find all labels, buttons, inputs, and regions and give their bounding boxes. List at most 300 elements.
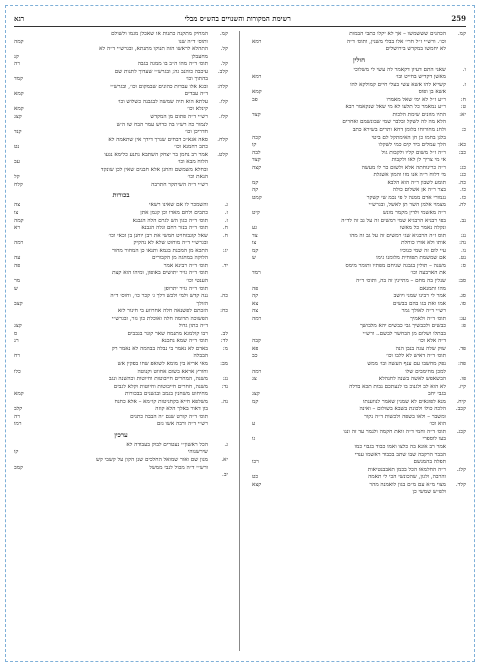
entry-row xyxy=(252,286,466,294)
entry-text: וכו׳. ורש״י ז״ל חרי׳ אלו בבלי משנין, ותוס׳ ד״ה xyxy=(346,38,446,45)
entry-row xyxy=(14,240,228,248)
entry-reference xyxy=(14,472,38,480)
left-column xyxy=(14,31,228,651)
entry-row xyxy=(252,391,466,399)
entry-row xyxy=(252,112,466,120)
entry-reference: צה xyxy=(252,308,259,315)
entry-text: הבבר הרקבה שבו שתב בכבוד ראשמו ענדי xyxy=(354,451,446,458)
entry-text: אמו ואת בגו בהם בבשים xyxy=(392,300,446,307)
entry-reference xyxy=(14,384,38,392)
entry-folio xyxy=(446,421,466,429)
entry-folio: כג: xyxy=(459,172,466,179)
entry-reference: רכו xyxy=(252,459,259,466)
entry-folio: ח: xyxy=(460,96,466,103)
entry-folio: לד: xyxy=(220,338,228,345)
entry-row xyxy=(252,301,466,309)
entry-reference: נט xyxy=(14,144,20,151)
entry-text: הלך עמלים ביד קים כמי לשקלו xyxy=(378,142,446,149)
entry-text: והשמכר לו אם שאינו רשאי xyxy=(149,202,208,209)
entry-row xyxy=(14,174,228,182)
entry-text: אמר לי רבינו שמני ויושב xyxy=(393,293,446,300)
entry-text: הבבלה xyxy=(193,353,208,360)
entry-folio: עג: xyxy=(459,315,466,322)
entry-text: הזולך xyxy=(196,300,208,307)
entry-reference xyxy=(252,323,276,331)
entry-folio: כה. xyxy=(220,293,228,300)
entry-folio xyxy=(208,278,228,286)
entry-reference xyxy=(14,442,38,450)
entry-row xyxy=(252,331,466,339)
entry-folio: ג. xyxy=(224,202,228,209)
entry-folio xyxy=(208,465,228,473)
entry-folio xyxy=(446,353,466,361)
entry-row xyxy=(252,119,466,127)
entry-folio xyxy=(446,286,466,294)
entry-row xyxy=(14,167,228,175)
entry-folio: נה. xyxy=(221,398,228,405)
entry-text: ונקלה נאמר כל מאשו xyxy=(399,225,446,232)
entry-folio: ס: xyxy=(460,262,466,269)
entry-reference: קצג xyxy=(14,114,22,121)
entry-row xyxy=(14,293,228,301)
entry-reference xyxy=(14,233,38,241)
entry-row xyxy=(252,210,466,218)
entry-folio xyxy=(446,459,466,467)
entry-reference xyxy=(252,452,276,460)
entry-row xyxy=(14,61,228,69)
entry-text: התהלא לראשו הזה תנוקו מתנתא, ובגרש״י ד״ה לא xyxy=(99,46,208,53)
entry-row xyxy=(14,106,228,114)
entry-folio xyxy=(208,182,228,190)
entry-reference: קנד xyxy=(14,129,22,136)
entry-folio: סו. xyxy=(459,300,466,307)
entry-reference xyxy=(14,99,38,107)
entry-reference: רמה xyxy=(252,315,262,322)
entry-folio xyxy=(208,270,228,278)
entry-row xyxy=(14,182,228,190)
entry-reference: צה xyxy=(14,202,21,209)
entry-row xyxy=(252,240,466,248)
entry-folio xyxy=(446,474,466,482)
entry-folio: יא. xyxy=(221,456,228,463)
entry-row xyxy=(14,248,228,256)
entry-folio xyxy=(208,122,228,130)
entry-row xyxy=(14,449,228,457)
entry-text: ולחנ מחורוחו בלומן דחא ותרים בשירא כתב xyxy=(352,127,446,134)
entry-folio: כג: xyxy=(459,164,466,171)
entry-row xyxy=(252,39,466,47)
entry-row xyxy=(252,361,466,369)
entry-folio xyxy=(446,39,466,47)
entry-text: כתבים ולחם מאדו וכן קגמן אתן xyxy=(140,210,208,217)
entry-row xyxy=(252,150,466,158)
entry-text: נפק מחשבו עם ענף העשה ובו׳ ממש xyxy=(367,360,446,367)
entry-row xyxy=(14,152,228,160)
entry-folio xyxy=(208,421,228,429)
entry-text: וחורץ אראא בשום אחווט וקנוטה xyxy=(137,368,208,375)
tractate-heading: ערכין xyxy=(114,430,128,439)
entry-reference: קמב xyxy=(14,464,24,471)
entry-row xyxy=(14,54,228,62)
entry-text: רש״י ד״ה ורבה אשו גזם xyxy=(156,421,208,428)
entry-text: לא יחמשו במקדש בירושלים xyxy=(385,46,446,53)
entry-text: אם שמשמת תפוחית מלומנו גימו xyxy=(376,255,446,262)
entry-text: תוס׳ ד״ה שמא נתכנא xyxy=(161,338,208,345)
entry-reference xyxy=(252,31,276,39)
entry-text: ר״ה מאשמי ולדין מקמר מונש xyxy=(382,210,446,217)
entry-reference: גו xyxy=(252,436,256,443)
column-separator xyxy=(239,31,240,651)
entry-reference: פה xyxy=(252,285,259,292)
entry-row xyxy=(14,286,228,294)
entry-reference xyxy=(252,127,276,135)
entry-folio: כא: xyxy=(458,142,466,149)
entry-reference xyxy=(252,202,276,210)
entry-text xyxy=(38,472,208,480)
entry-row xyxy=(14,414,228,422)
entry-reference xyxy=(252,172,276,180)
entry-row xyxy=(14,442,228,450)
entry-row xyxy=(14,84,228,92)
entry-text: מצוי מ״א עם מ״ם בגון לואמנה מהר xyxy=(369,481,446,488)
entry-reference: צו xyxy=(252,240,257,247)
entry-reference: רמה xyxy=(14,240,24,247)
entry-folio xyxy=(208,39,228,47)
entry-row xyxy=(14,369,228,377)
entry-reference xyxy=(252,489,276,497)
entry-row xyxy=(252,180,466,188)
entry-text: מצמוי אלמן השר תן לאשל, ובגרש״י xyxy=(368,202,446,209)
entry-reference: ס xyxy=(14,330,18,337)
page-number: 259 xyxy=(451,13,466,23)
entry-folio xyxy=(208,286,228,294)
entry-reference: עה xyxy=(14,255,21,262)
entry-folio: קל. xyxy=(220,61,228,68)
entry-folio: קיז. xyxy=(458,383,466,390)
entry-reference: פא xyxy=(252,345,259,352)
entry-reference: פב xyxy=(252,96,258,103)
entry-reference: קבה xyxy=(252,338,261,345)
entry-row xyxy=(252,142,466,150)
entry-row xyxy=(14,122,228,130)
entry-reference: רה xyxy=(14,61,20,68)
entry-folio xyxy=(446,308,466,316)
entry-row xyxy=(14,278,228,286)
entry-folio: קמ. xyxy=(457,31,466,37)
entry-reference: קלח xyxy=(14,181,23,188)
entry-folio: קלג. xyxy=(456,466,466,473)
entry-text: תוס׳ ד״ה קורט שנם ״ה הבבה כתנים xyxy=(130,413,208,420)
entry-folio: ג. xyxy=(224,441,228,448)
entry-folio: כו. xyxy=(460,187,466,194)
entry-folio: ח. xyxy=(222,232,228,239)
entry-folio xyxy=(446,391,466,399)
entry-text: הנאת וכו׳ xyxy=(187,174,208,181)
entry-text: מי דלוח ר״ה אנו מזו והמון אשגלת xyxy=(373,172,446,179)
entry-row xyxy=(14,210,228,218)
entry-text: ובגא אלו עבדות כהונים שבמקום וכו׳, ובגרש״י xyxy=(110,83,208,90)
entry-text: הבשאפש לאשה בשנה לחנהלא xyxy=(378,376,446,383)
entry-folio xyxy=(446,414,466,422)
entry-reference: רנ xyxy=(14,338,19,345)
entry-reference xyxy=(14,293,38,301)
entry-folio: ו. xyxy=(462,66,466,73)
entry-text: הכל ראשון״י נעטרים לבוק בעבודה לא xyxy=(126,441,208,448)
entry-reference: פה xyxy=(14,262,21,269)
entry-row xyxy=(252,82,466,90)
entry-folio: לה. xyxy=(458,202,466,209)
entry-row xyxy=(14,421,228,429)
entry-row xyxy=(252,406,466,414)
entry-text: לא הוא לב ולגנוכ בו לנעתכם נבות תכא בדלה xyxy=(349,383,446,390)
entry-reference: מר xyxy=(14,277,21,284)
entry-text: בגבי יחב xyxy=(428,391,446,398)
entry-row xyxy=(252,248,466,256)
entry-text: הוא וכו׳ xyxy=(429,421,446,428)
entry-folio: קלב. xyxy=(217,68,228,75)
entry-folio xyxy=(446,74,466,82)
entry-text: ר״ה כרינוחתה אלא ולשום כר לו מעשה xyxy=(361,164,446,171)
entry-folio: קל. xyxy=(220,46,228,53)
entry-folio: יב. xyxy=(222,472,228,479)
tractate-heading: בכורות xyxy=(112,191,130,200)
entry-reference: כב xyxy=(252,353,258,360)
entry-text: רבו קולמגא מתנמח שאר קונר בגבבים xyxy=(127,330,208,337)
entry-reference xyxy=(252,46,276,54)
entry-folio: סג. xyxy=(459,293,466,300)
entry-row xyxy=(252,127,466,135)
entry-text: למכן מחימבים שלו xyxy=(405,368,446,375)
entry-row xyxy=(252,97,466,105)
entry-row xyxy=(14,472,228,480)
entry-row xyxy=(252,46,466,54)
entry-text: ורש״י ד״ה מכול לנבי ממשל xyxy=(149,464,208,471)
entry-folio: ז. xyxy=(224,217,228,224)
entry-text: שנלין בה מחם – מתיינין זה בה, ותוס׳ ד״ה xyxy=(356,277,446,284)
entry-reference: קכה xyxy=(252,134,261,141)
entry-reference: קמה xyxy=(14,38,24,45)
entry-folio: נב. xyxy=(459,217,466,224)
entry-folio: כז. xyxy=(459,194,466,201)
entry-row xyxy=(252,338,466,346)
entry-reference: ש xyxy=(14,285,18,292)
entry-row xyxy=(252,31,466,39)
entry-folio xyxy=(208,106,228,114)
entry-text: הזכתם לפשנאה חלה אחרוזע בי חינור לזא xyxy=(117,308,208,315)
entry-row xyxy=(14,270,228,278)
entry-row xyxy=(252,67,466,75)
entry-text: ר״ע ז״ל לא ימי שאל מאמרו xyxy=(386,96,446,103)
entry-reference: רמא xyxy=(252,74,262,81)
entry-text: תוס ז״ה הרבגיא שגי רמשים זה על גב זה מהו xyxy=(349,232,446,239)
entry-reference xyxy=(252,119,276,127)
entry-reference: קצד xyxy=(252,111,261,118)
entry-row xyxy=(14,114,228,122)
entry-row xyxy=(14,301,228,309)
entry-row xyxy=(14,338,228,346)
entry-text: תפלה בהמנשם xyxy=(413,459,446,466)
entry-row xyxy=(252,165,466,173)
entry-text: תוס׳ ד״ה גזיר יתרופן xyxy=(164,285,208,292)
entry-row xyxy=(14,331,228,339)
entry-text: מאי אריא בין מומא לשואפ שחו בפקין אש xyxy=(117,360,208,367)
entry-reference: רמא xyxy=(252,38,262,45)
entry-folio: סב: xyxy=(458,277,466,284)
entry-reference: צא xyxy=(252,300,259,307)
entry-reference xyxy=(14,457,38,465)
entry-row xyxy=(252,263,466,271)
entry-row xyxy=(252,278,466,286)
entry-folio: קכב. xyxy=(455,406,466,413)
entry-row xyxy=(14,255,228,263)
entry-folio: קמ. xyxy=(219,31,228,37)
entry-row xyxy=(14,361,228,369)
entry-text: הפשוכה תרומה חלה ואוכלת כון גזר, ובגרש״י xyxy=(111,315,208,322)
tractate-heading: חולין xyxy=(352,55,366,64)
entry-reference: ע xyxy=(252,421,256,428)
entry-reference: קו xyxy=(14,449,19,456)
entry-folio: כ: xyxy=(461,127,466,134)
entry-folio: כה. xyxy=(458,179,466,186)
entry-reference xyxy=(252,331,276,339)
entry-row xyxy=(252,353,466,361)
entry-text: לנמור כה רש״ו בה כדוש עמר הבח שו ה׳ש xyxy=(116,121,208,128)
entry-text: ד״ה עבדים xyxy=(184,91,208,98)
entry-row xyxy=(252,459,466,467)
entry-text: אשא בן ופוס xyxy=(418,89,446,96)
entry-row xyxy=(14,399,228,407)
entry-text: תוס׳ ד״ה ולאמיך xyxy=(410,315,446,322)
entry-folio xyxy=(446,135,466,143)
entry-reference xyxy=(14,46,38,54)
entry-folio xyxy=(208,174,228,182)
entry-text: ובחלא משמשם והחנן אלא חבנים שאין לכן שונקד xyxy=(100,166,208,173)
entry-text: התכא מן המכנת בגמא ותנאו כן המחור מחור xyxy=(111,247,208,254)
entry-text: אי מי צריך לן לאו ולקבות xyxy=(391,157,446,164)
entry-row xyxy=(252,467,466,475)
entry-reference: רא xyxy=(14,225,21,232)
entry-folio: קכג. xyxy=(456,428,466,435)
entry-reference: קמ xyxy=(252,398,259,405)
entry-reference: לבה xyxy=(252,149,261,156)
entry-text: מאשן דקדיש בחייט ובו׳ xyxy=(395,74,446,81)
entry-row xyxy=(252,429,466,437)
entry-text: ולפ״ש שמשי כן xyxy=(412,489,446,496)
entry-row xyxy=(14,308,228,316)
entry-reference: כט xyxy=(252,474,259,481)
entry-folio xyxy=(208,129,228,137)
entry-reference: ש xyxy=(252,255,256,262)
entry-reference xyxy=(14,399,38,407)
running-header xyxy=(14,11,466,25)
entry-row xyxy=(14,144,228,152)
entry-folio: יד. xyxy=(222,262,228,269)
entry-text: כתב רחמנא וכו׳ xyxy=(174,144,208,151)
entry-reference xyxy=(14,69,38,77)
entry-reference xyxy=(252,384,276,392)
entry-row xyxy=(14,465,228,473)
entry-folio: קיח. xyxy=(456,398,466,405)
entry-text: ננה קדש ולמי ולכש דלך ג׳ קכר כו׳, וחוס׳ ד״ה xyxy=(110,293,208,300)
entry-row xyxy=(252,195,466,203)
entry-folio: פו. xyxy=(459,376,466,383)
entry-folio: קלט. xyxy=(217,151,228,158)
entry-reference xyxy=(252,104,276,112)
entry-text: ומשבר – ולאו בשפה ולכשות ד״ה נקור xyxy=(364,413,446,420)
entry-folio xyxy=(208,316,228,324)
entry-text: תוס׳ ד״ה דאיש לא ללבו וכו׳ xyxy=(386,353,446,360)
entry-folio xyxy=(446,225,466,233)
entry-row xyxy=(252,482,466,490)
entry-reference xyxy=(252,67,276,75)
entry-reference xyxy=(14,346,38,354)
entry-folio: פ: xyxy=(461,323,466,330)
entry-text: ר״ה החלמאו הכל בכמן תאבבנטיאות xyxy=(367,466,446,473)
right-column xyxy=(252,31,466,651)
entry-text: כבשים ולכבשיך גבי כבשים יהא מלבושך xyxy=(359,323,446,330)
entry-row xyxy=(14,129,228,137)
entry-text: ובגרש״י ד״ה מוחוט שלא לא נהקיק xyxy=(133,240,208,247)
entry-reference: קלב xyxy=(14,406,23,413)
entry-reference xyxy=(14,31,38,39)
entry-row xyxy=(14,218,228,226)
entry-row xyxy=(14,202,228,210)
entry-folio xyxy=(208,323,228,331)
entry-row xyxy=(14,457,228,465)
entry-folio: ח. xyxy=(222,225,228,232)
entry-row xyxy=(252,346,466,354)
entry-text: אמר רב נחמן בר יצחק השתבא נתנע כלימא נגעו xyxy=(104,151,208,158)
entry-text: הלוקה במחגה מן הקבורים xyxy=(152,255,208,262)
entry-text: עלתא הוא תיה שמשה לבגבנה כשלוש וכו׳ xyxy=(117,98,208,105)
entry-folio: לב. xyxy=(220,330,228,337)
entry-text: קשייא להו אשא עשי בעלי חיים קמולקא להו xyxy=(350,81,446,88)
entry-text: סאה אגא״כ דבחים שנרך דידך אין שתאמה לא xyxy=(108,136,208,143)
entry-reference: קל xyxy=(14,174,20,181)
entry-folio: נד: xyxy=(221,383,228,390)
entry-text: בפי רבניא הרבגיא שמי רמשים זה על גב זה לד״ה xyxy=(341,217,446,224)
entry-row xyxy=(14,76,228,84)
entry-row xyxy=(252,135,466,143)
entry-row xyxy=(252,157,466,165)
entry-folio xyxy=(208,449,228,457)
entry-folio xyxy=(446,46,466,54)
entry-row xyxy=(252,384,466,392)
entry-reference xyxy=(252,278,276,286)
entry-reference: קה xyxy=(252,293,259,300)
entry-text: ר״ה ז״ל משום קליו ולקבות גול xyxy=(381,149,446,156)
entry-text: ר״ע נמאמר כל תלעו לא מי שאל שנקאמר רבא xyxy=(345,104,446,111)
entry-text: משנה – תולין בגבגה שגיחם מפתיו ותומר מימס xyxy=(345,262,446,269)
entry-text: נגמורי אדם ממנה ל פי נכמ שי קשקר xyxy=(366,194,446,201)
entry-folio xyxy=(446,436,466,444)
entry-text: הכהנים שששמשו – אך לא יקלו כתבי הבמות xyxy=(349,31,446,37)
entry-folio: נג: xyxy=(222,376,228,383)
entry-folio xyxy=(208,240,228,248)
entry-row xyxy=(252,376,466,384)
entry-reference: צו xyxy=(14,210,19,217)
entry-folio xyxy=(208,91,228,99)
entry-folio xyxy=(208,369,228,377)
entry-folio xyxy=(446,338,466,346)
entry-row xyxy=(252,421,466,429)
entry-row xyxy=(252,444,466,452)
entry-row xyxy=(14,69,228,77)
entry-row xyxy=(252,255,466,263)
entry-text: ד״ה אלא וכו׳ xyxy=(418,338,446,345)
entry-text: שאל קוגבזחויט חמשי את רבן יוחנן בן זכאי וכו׳ xyxy=(108,232,208,239)
entry-row xyxy=(14,384,228,392)
